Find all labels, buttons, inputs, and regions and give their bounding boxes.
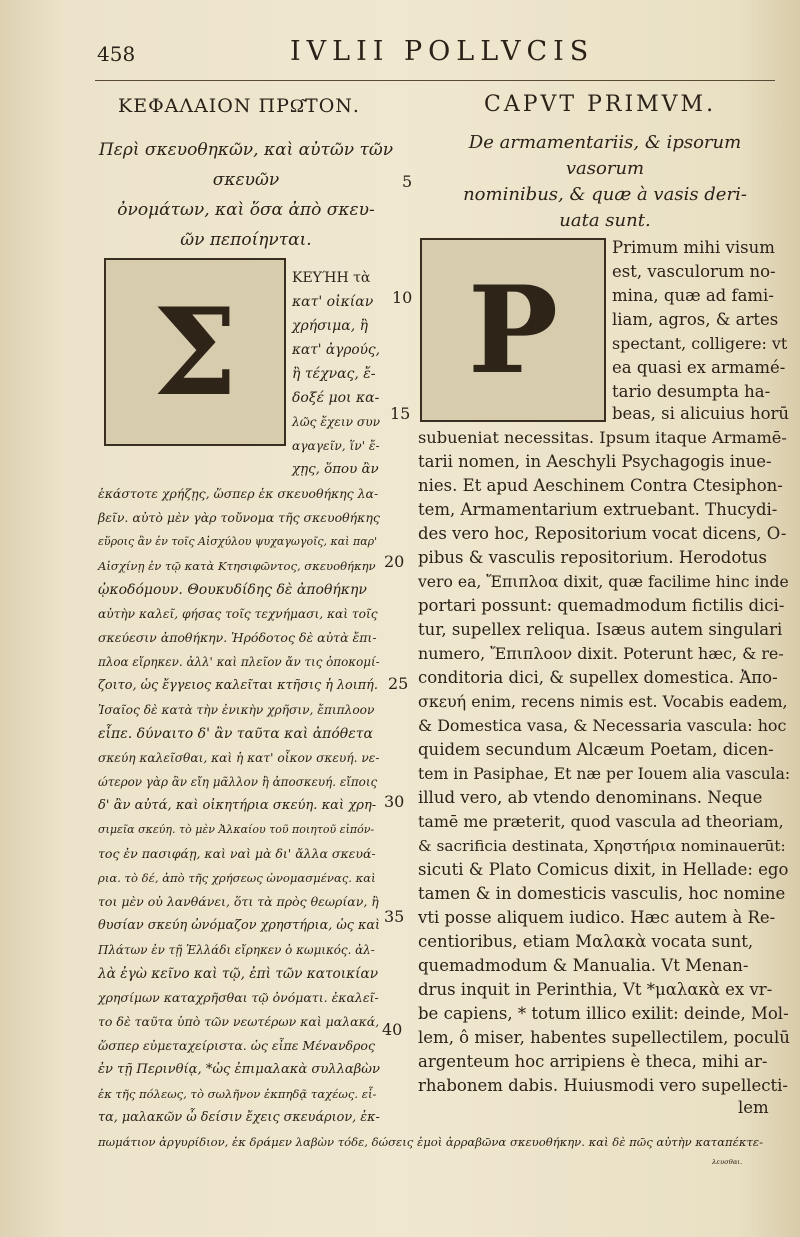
latin-initial-letter: P: [467, 259, 559, 401]
greek-line: το δὲ ταῦτα ὑπὸ τῶν νεωτέρων καὶ μαλακά,: [98, 1014, 380, 1029]
latin-line: tario desumpta ha-: [612, 382, 771, 401]
line-number: 10: [392, 288, 413, 307]
latin-line: tem, Armamentarium extruebant. Thucydi-: [418, 500, 778, 519]
greek-subtitle-line: Περὶ σκευοθηκῶν, καὶ αὐτῶν τῶν σκευῶν: [98, 140, 394, 190]
latin-subtitle-line: De armamentariis, & ipsorum vasorum: [468, 132, 742, 179]
latin-line: nies. Et apud Aeschinem Contra Ctesiphon-: [418, 476, 783, 495]
greek-line: σιμεῖα σκεύη. τὸ μὲν Ἀλκαίου τοῦ ποιητοῦ εἰπόν-: [98, 823, 375, 836]
latin-line: beas, si alicuius horū: [612, 404, 790, 423]
latin-line: des vero hoc, Repositorium vocat dicens, O-: [418, 524, 787, 543]
greek-subtitle-line: ῶν πεποίηνται.: [180, 230, 312, 250]
latin-line: est, vasculorum no-: [612, 262, 776, 281]
latin-line: tarii nomen, in Aeschyli Psychagogis inue-: [418, 452, 772, 471]
greek-line: θυσίαν σκεύη ὠνόμαζον χρηστήρια, ὡς καὶ: [98, 918, 381, 933]
page-number: 458: [97, 42, 136, 66]
latin-line: lem: [738, 1098, 769, 1117]
greek-line: ώτερον γὰρ ἂν εἴη μᾶλλον ἢ ἀποσκευή. εἴποις: [98, 775, 378, 789]
line-number: 5: [402, 172, 413, 191]
latin-line: sicuti & Plato Comicus dixit, in Hellade: ego: [418, 860, 789, 879]
greek-line: χρησίμων καταχρῆσθαι τῷ ὀνόματι. ἐκαλεῖ-: [98, 990, 379, 1005]
line-number: 20: [384, 552, 405, 571]
latin-line: tem in Pasiphae, Et næ per Iouem alia vascula:: [418, 765, 791, 783]
latin-line: mina, quæ ad fami-: [612, 286, 774, 305]
greek-line: εὕροις ἂν ἐν τοῖς Αἰσχύλου ψυχαγωγοῖς, καὶ παρ': [98, 535, 378, 548]
greek-line: λὰ ἐγὼ κεῖνο καὶ τῷ, ἐπὶ τῶν κατοικίαν: [98, 966, 379, 982]
greek-line: ὥσπερ εὐμεταχείριστα. ὡς εἶπε Μένανδρος: [98, 1038, 375, 1053]
greek-line: χῃς, ὅπου ἂν: [292, 462, 379, 477]
latin-line: ea quasi ex armamé-: [612, 358, 786, 377]
latin-line: spectant, colligere: vt: [612, 334, 788, 353]
line-number: 35: [384, 907, 405, 926]
latin-line: drus inquit in Perinthia, Vt *μαλακὰ ex vr-: [418, 980, 773, 999]
greek-line: ΚΕΥΉΗ τὰ: [292, 270, 371, 286]
greek-line: Πλάτων ἐν τῇ Ἑλλάδι εἴρηκεν ὁ κωμικός. ἀλ-: [98, 943, 375, 957]
latin-line: lem, ô miser, habentes supellectilem, poculū: [418, 1028, 790, 1047]
greek-line: πωμάτιον ἀργυρίδιον, ἐκ δράμεν λαβὼν τόδε, δώσεις ἐμοὶ ἀρραβῶνα σκευοθήκην. καὶ δὲ πῶς αὐτὴν καταπέκτε-: [98, 1135, 764, 1149]
latin-line: subueniat necessitas. Ipsum itaque Armamē-: [418, 428, 787, 447]
greek-line: λευσθαι.: [712, 1158, 743, 1166]
running-title: IVLII POLLVCIS: [290, 36, 595, 67]
greek-line: τα, μαλακῶν ὦ δείσιν ἔχεις σκευάριον, ἐκ-: [98, 1110, 380, 1125]
greek-line: χρήσιμα, ἢ: [292, 318, 368, 334]
latin-line: tamē me præterit, quod vascula ad theoriam,: [418, 812, 784, 831]
greek-line: ᾠκοδόμουν. Θουκυδίδης δὲ ἀποθήκην: [98, 582, 367, 598]
latin-line: be capiens, * totum illico exilit: deinde, Mol-: [418, 1004, 789, 1023]
latin-subtitle-line: nominibus, & quæ à vasis deri-: [463, 184, 747, 205]
greek-line: Αἰσχίνῃ ἐν τῷ κατὰ Κτησιφῶντος, σκευοθήκην: [98, 559, 376, 573]
latin-line: Primum mihi visum: [612, 238, 775, 257]
greek-line: ἐν τῇ Περινθίᾳ, *ὡς ἐπιμαλακὰ συλλαβὼν: [98, 1062, 380, 1077]
latin-subtitle-line: uata sunt.: [559, 210, 651, 231]
latin-line: vti posse aliquem iudico. Hæc autem à Re-: [418, 908, 776, 927]
latin-line: & sacrificia destinata, Χρηστήρια nominauerūt:: [418, 837, 786, 855]
greek-line: τος ἐν πασιφάῃ, καὶ ναὶ μὰ δι' ἄλλα σκευά-: [98, 846, 376, 861]
latin-line: vero ea, Ἔπιπλοα dixit, quæ facilime hinc inde: [418, 573, 789, 591]
header-rule: [95, 80, 775, 81]
latin-chapter-heading: CAPVT PRIMVM.: [484, 92, 717, 117]
greek-line: κατ' οἰκίαν: [292, 294, 374, 310]
latin-line: conditoria dici, & supellex domestica. Ἀπο-: [418, 668, 778, 687]
latin-line: tamen & in domesticis vasculis, hoc nomine: [418, 884, 786, 903]
greek-line: αὐτὴν καλεῖ, φήσας τοῖς τεχνήμασι, καὶ τοῖς: [98, 607, 378, 621]
latin-line: numero, Ἔπιπλοον dixit. Poterunt hæc, & re-: [418, 644, 784, 663]
greek-line: βεῖν. αὐτὸ μὲν γὰρ τοὔνομα τῆς σκευοθήκης: [98, 510, 380, 525]
greek-line: ζοιτο, ὡς ἔγγειος καλεῖται κτῆσις ἡ λοιπή.: [98, 678, 378, 693]
greek-line: Ἰσαῖος δὲ κατὰ τὴν ἐνικὴν χρῆσιν, ἔπιπλοον: [98, 703, 375, 717]
latin-line: & Domestica vasa, & Necessaria vascula: hoc: [418, 716, 787, 735]
greek-initial-letter: Σ: [152, 281, 238, 423]
latin-decorated-initial: [420, 238, 606, 422]
latin-line: quemadmodum & Manualia. Vt Menan-: [418, 956, 749, 975]
greek-line: λῶς ἔχειν συν: [292, 415, 381, 429]
latin-line: tur, supellex reliqua. Isæus autem singulari: [418, 620, 783, 639]
latin-line: portari possunt: quemadmodum fictilis dici-: [418, 596, 785, 615]
greek-line: ἐκ τῆς πόλεως, τὸ σωλῆνον ἐκπηδᾷ ταχέως. εἶ-: [98, 1087, 377, 1101]
greek-line: σκεύη καλεῖσθαι, καὶ ἡ κατ' οἶκον σκευή. νε-: [98, 751, 380, 765]
greek-chapter-heading: ΚΕΦΑΛΑΙΟΝ ΠΡΩ͂ΤΟΝ.: [118, 95, 360, 117]
line-number: 30: [384, 792, 405, 811]
latin-line: liam, agros, & artes: [612, 310, 779, 329]
line-number: 15: [390, 404, 411, 423]
greek-line: αγαγεῖν, ἵν' ἔ-: [292, 439, 380, 453]
greek-line: δ' ἂν αὐτά, καὶ οἰκητήρια σκεύη. καὶ χρη-: [98, 798, 377, 813]
greek-line: πλοα εἴρηκεν. ἀλλ' καὶ πλεῖον ἄν τις ὁποκομί-: [98, 655, 380, 669]
greek-line: σκεύεσιν ἀποθήκην. Ἡρόδοτος δὲ αὐτὰ ἔπι-: [98, 630, 377, 645]
line-number: 40: [382, 1020, 403, 1039]
latin-line: σκευή enim, recens nimis est. Vocabis eadem,: [418, 692, 788, 711]
greek-line: ἢ τέχνας, ἔ-: [292, 366, 376, 382]
latin-line: centioribus, etiam Μαλακὰ vocata sunt,: [418, 932, 754, 951]
latin-line: quidem secundum Alcæum Poetam, dicen-: [418, 740, 774, 759]
latin-line: argenteum hoc arripiens è theca, mihi ar-: [418, 1052, 768, 1071]
latin-subtitle: [430, 130, 780, 234]
greek-decorated-initial: [104, 258, 286, 446]
greek-line: ρια. τὸ δέ, ἀπὸ τῆς χρήσεως ὠνομασμένας. καὶ: [98, 871, 376, 885]
greek-line: ἑκάστοτε χρήζῃς, ὥσπερ ἐκ σκευοθήκης λα-: [98, 486, 379, 501]
greek-subtitle-line: ὀνομάτων, καὶ ὅσα ἀπὸ σκευ-: [117, 200, 375, 220]
greek-line: δοξέ μοι κα-: [292, 390, 380, 406]
latin-line: pibus & vasculis repositorium. Herodotus: [418, 548, 768, 567]
line-number: 25: [388, 674, 409, 693]
greek-line: τοι μὲν οὐ λανθάνει, ὅτι τὰ πρὸς θεωρίαν, ἢ: [98, 894, 379, 909]
latin-line: rhabonem dabis. Huiusmodi vero supellecti-: [418, 1076, 788, 1095]
greek-subtitle: [96, 135, 396, 255]
greek-line: εἶπε. δύναιτο δ' ἂν ταῦτα καὶ ἀπόθετα: [98, 726, 373, 742]
greek-line: κατ' ἀγρούς,: [292, 342, 380, 358]
latin-line: illud vero, ab vtendo denominans. Neque: [418, 788, 763, 807]
